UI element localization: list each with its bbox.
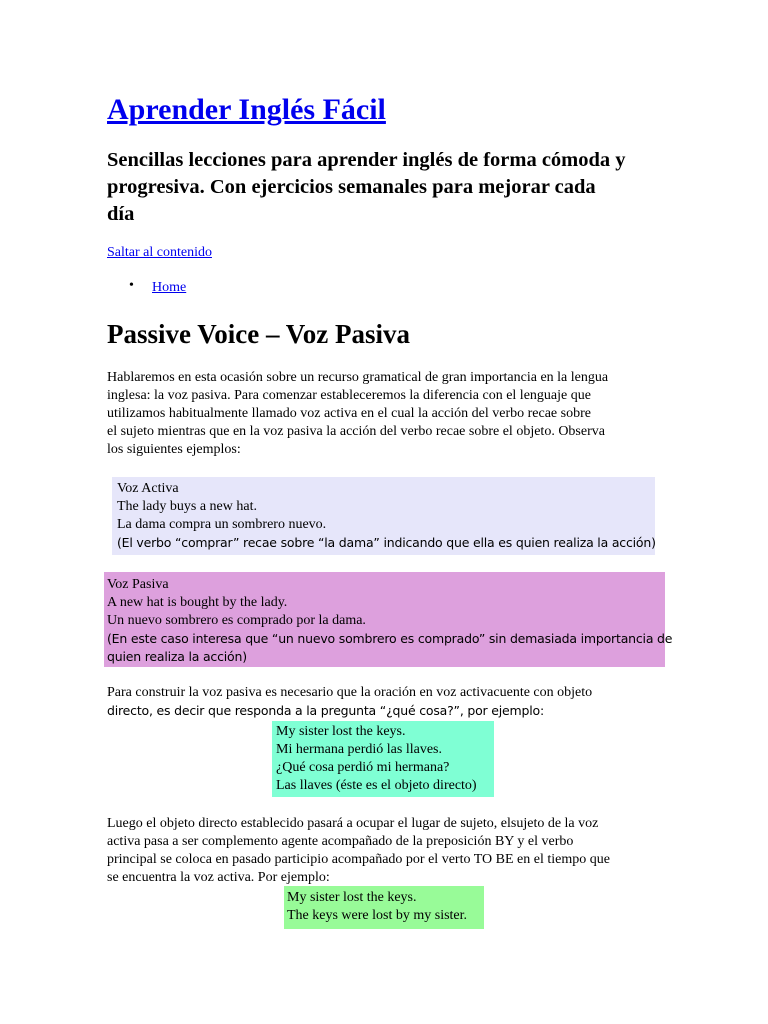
site-title-link[interactable]: Aprender Inglés Fácil — [107, 93, 386, 126]
example2-line: The keys were lost by my sister. — [287, 908, 468, 923]
active-box-line: Voz Activa — [117, 481, 179, 496]
active-voice-box — [112, 477, 655, 555]
transformation-line: se encuentra la voz activa. Por ejemplo: — [107, 870, 330, 885]
intro-line: los siguientes ejemplos: — [107, 442, 241, 457]
active-box-line: The lady buys a new hat. — [117, 499, 257, 514]
example2-line: My sister lost the keys. — [287, 890, 417, 905]
passive-box-line: A new hat is bought by the lady. — [107, 595, 288, 610]
example1-line: Mi hermana perdió las llaves. — [276, 742, 443, 757]
construction-line: Para construir la voz pasiva es necesario que la oración en voz activacuente con objeto — [107, 685, 593, 700]
construction-paragraph — [107, 684, 592, 720]
passive-box-line: (En este caso interesa que “un nuevo sombrero es comprado” sin demasiada importancia de — [107, 631, 673, 646]
nav-bullet-icon: • — [129, 278, 134, 293]
passive-example-box — [284, 886, 484, 929]
nav-item-home[interactable]: Home — [152, 280, 187, 295]
post-title: Passive Voice – Voz Pasiva — [107, 319, 411, 349]
intro-line: el sujeto mientras que en la voz pasiva la acción del verbo recae sobre el objeto. Observa — [107, 424, 605, 439]
passive-box-line: Voz Pasiva — [107, 577, 169, 592]
intro-line: inglesa: la voz pasiva. Para comenzar estableceremos la diferencia con el lenguaje que — [107, 388, 591, 403]
passive-voice-box — [104, 572, 673, 667]
active-box-line: La dama compra un sombrero nuevo. — [117, 517, 327, 532]
transformation-line: activa pasa a ser complemento agente acompañado de la preposición BY y el verbo — [107, 834, 574, 849]
site-tagline: Sencillas lecciones para aprender inglés de forma cómoda y progresiva. Con ejercicios semanales para mejorar cada día — [107, 149, 626, 225]
construction-line: directo, es decir que responda a la pregunta “¿qué cosa?”, por ejemplo: — [107, 703, 544, 718]
transformation-line: Luego el objeto directo establecido pasará a ocupar el lugar de sujeto, elsujeto de la voz — [107, 816, 599, 831]
passive-box-line: Un nuevo sombrero es comprado por la dama. — [107, 613, 366, 628]
intro-line: Hablaremos en esta ocasión sobre un recurso gramatical de gran importancia en la lengua — [107, 370, 609, 385]
example1-line: Las llaves (éste es el objeto directo) — [276, 778, 477, 793]
intro-line: utilizamos habitualmente llamado voz activa en el cual la acción del verbo recae sobre — [107, 406, 591, 421]
intro-paragraph — [107, 369, 608, 459]
passive-box-line: quien realiza la acción) — [107, 649, 247, 664]
transformation-line: principal se coloca en pasado participio acompañado por el verto TO BE en el tiempo que — [107, 852, 610, 867]
example1-line: My sister lost the keys. — [276, 724, 406, 739]
active-box-line: (El verbo “comprar” recae sobre “la dama” indicando que ella es quien realiza la acción) — [117, 535, 656, 550]
example1-line: ¿Qué cosa perdió mi hermana? — [276, 760, 450, 775]
skip-to-content-link[interactable]: Saltar al contenido — [107, 245, 212, 260]
transformation-paragraph — [107, 815, 610, 887]
direct-object-example-box — [272, 721, 494, 797]
